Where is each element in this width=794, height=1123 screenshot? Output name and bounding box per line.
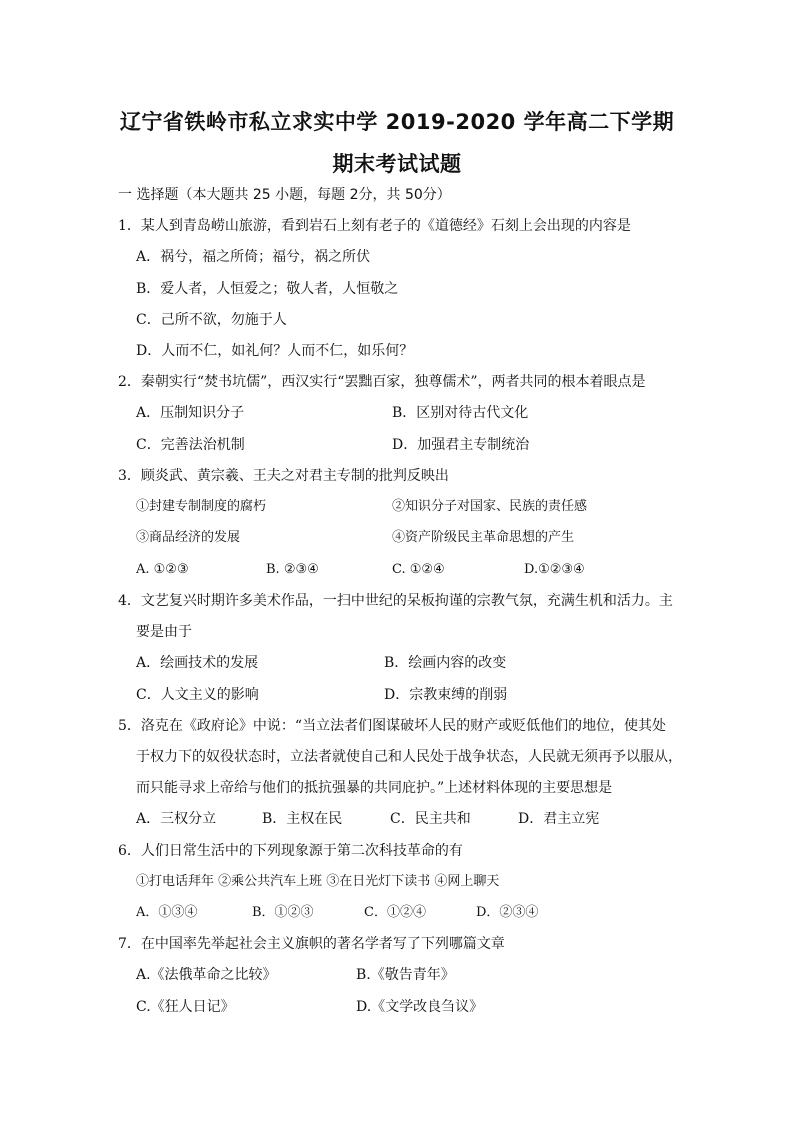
question-1-option-d: D．人而不仁，如礼何？人而不仁，如乐何？ <box>136 343 414 359</box>
question-5-option-c: C．民主共和 <box>390 811 471 827</box>
question-6-option-c: C．①②④ <box>364 905 426 920</box>
question-4-option-d: D．宗教束缚的削弱 <box>384 687 508 703</box>
exam-title-line2: 期末考试试题 <box>332 152 462 176</box>
question-7-option-a: A.《法俄革命之比较》 <box>136 967 277 983</box>
question-6-option-a: A．①③④ <box>136 905 198 920</box>
question-4-option-a: A．绘画技术的发展 <box>136 655 259 671</box>
question-3-statement-1: ①封建专制制度的腐朽 <box>136 499 267 514</box>
question-6-stem: 6．人们日常生活中的下列现象源于第二次科技革命的有 <box>118 843 463 859</box>
question-2-option-a: A．压制知识分子 <box>136 405 245 421</box>
question-2-stem: 2．秦朝实行“焚书坑儒”，西汉实行“罢黜百家，独尊儒术”，两者共同的根本着眼点是 <box>118 374 646 390</box>
question-3-statement-2: ②知识分子对国家、民族的责任感 <box>392 499 588 514</box>
question-5-stem: 5．洛克在《政府论》中说：“当立法者们图谋破坏人民的财产或贬低他们的地位，使其处 <box>118 718 667 734</box>
question-4-stem: 4．文艺复兴时期许多美术作品，一扫中世纪的呆板拘谨的宗教气氛，充满生机和活力。主 <box>118 593 673 609</box>
question-2-option-c: C．完善法治机制 <box>136 437 245 453</box>
question-1-option-b: B．爱人者，人恒爱之；敬人者，人恒敬之 <box>136 281 399 297</box>
question-2-option-d: D．加强君主专制统治 <box>392 437 530 453</box>
question-4-stem-continued: 要是由于 <box>136 624 192 640</box>
question-6-option-d: D．②③④ <box>476 905 539 920</box>
question-7-option-b: B.《敬告青年》 <box>356 967 455 983</box>
question-5-option-a: A．三权分立 <box>136 811 217 827</box>
section-heading: 一 选择题（本大题共 25 小题，每题 2分，共 50分） <box>118 187 451 203</box>
question-7-stem: 7．在中国率先举起社会主义旗帜的著名学者写了下列哪篇文章 <box>118 936 505 952</box>
question-7-option-c: C.《狂人日记》 <box>136 999 235 1015</box>
question-4-option-b: B．绘画内容的改变 <box>384 655 507 671</box>
question-4-option-c: C．人文主义的影响 <box>136 687 259 703</box>
question-3-stem: 3．顾炎武、黄宗羲、王夫之对君主专制的批判反映出 <box>118 468 449 484</box>
question-3-option-b: B. ②③④ <box>266 562 319 577</box>
question-2-option-b: B．区别对待古代文化 <box>392 405 529 421</box>
question-3-option-d: D.①②③④ <box>524 562 585 577</box>
exam-title-line1: 辽宁省铁岭市私立求实中学 2019-2020 学年高二下学期 <box>119 110 675 134</box>
question-1-option-a: A．祸兮，福之所倚；福兮，祸之所伏 <box>136 249 371 265</box>
question-6-option-b: B．①②③ <box>252 905 314 920</box>
question-5-option-d: D．君主立宪 <box>518 811 600 827</box>
question-1-option-c: C．己所不欲，勿施于人 <box>136 312 287 328</box>
question-5-stem-continued-2: 而只能寻求上帝给与他们的抵抗强暴的共同庇护。”上述材料体现的主要思想是 <box>136 780 613 796</box>
question-3-statement-3: ③商品经济的发展 <box>136 530 241 545</box>
question-5-option-b: B．主权在民 <box>262 811 343 827</box>
question-3-statement-4: ④资产阶级民主革命思想的产生 <box>392 530 575 545</box>
question-1-stem: 1．某人到青岛崂山旅游，看到岩石上刻有老子的《道德经》石刻上会出现的内容是 <box>118 218 631 234</box>
question-7-option-d: D.《文学改良刍议》 <box>356 999 484 1015</box>
question-6-statements: ①打电话拜年 ②乘公共汽车上班 ③在日光灯下读书 ④网上聊天 <box>136 874 500 889</box>
question-5-stem-continued-1: 于权力下的奴役状态时，立法者就使自己和人民处于战争状态，人民就无须再予以服从， <box>136 749 682 765</box>
question-3-option-a: A. ①②③ <box>136 562 189 577</box>
question-3-option-c: C. ①②④ <box>392 562 445 577</box>
